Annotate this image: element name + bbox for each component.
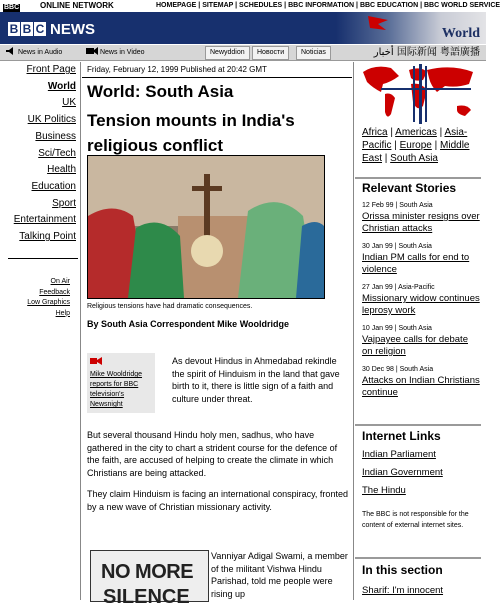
world-banner-graphic [336, 12, 486, 44]
section-title: World: South Asia [87, 82, 234, 101]
nav-health[interactable]: Health [47, 164, 76, 176]
story-date: 27 Jan 99 | Asia-Pacific [362, 284, 435, 291]
link-indian-government[interactable]: Indian Government [362, 467, 443, 478]
nav-help[interactable]: Help [55, 309, 70, 317]
nav-sport[interactable]: Sport [52, 197, 76, 209]
lang-russian[interactable]: Новости [252, 46, 289, 60]
utility-nav [0, 277, 70, 319]
praying-women-image [88, 156, 324, 298]
link-indian-parliament[interactable]: Indian Parliament [362, 449, 436, 460]
speaker-icon [6, 47, 16, 55]
top-link-sitemap[interactable]: SITEMAP [202, 2, 234, 9]
nav-uk[interactable]: UK [62, 97, 76, 109]
video-camera-icon [90, 356, 102, 365]
dateline-divider [82, 77, 352, 78]
top-link-homepage[interactable]: HOMEPAGE [156, 2, 197, 9]
article-photo [87, 155, 325, 299]
story-date: 12 Feb 99 | South Asia [362, 202, 433, 209]
story-item [362, 201, 480, 235]
top-link-bbc-information[interactable]: BBC INFORMATION [288, 2, 355, 9]
internet-links-heading: Internet Links [362, 429, 441, 443]
top-link-schedules[interactable]: SCHEDULES [239, 2, 283, 9]
region-africa[interactable]: Africa [362, 127, 388, 138]
online-network-label: ONLINE NETWORK [40, 1, 114, 10]
in-this-section-heading: In this section [362, 563, 443, 577]
network-bar [0, 0, 500, 11]
nav-feedback[interactable]: Feedback [39, 288, 70, 296]
story-link[interactable]: Indian PM calls for end to violence [362, 252, 470, 275]
section-rule [355, 177, 481, 179]
section-rule [355, 557, 481, 559]
nav-sci-tech[interactable]: Sci/Tech [38, 147, 76, 159]
nav-business[interactable]: Business [35, 130, 76, 142]
story-date: 30 Jan 99 | South Asia [362, 243, 432, 250]
region-americas[interactable]: Americas [395, 127, 437, 138]
lang-spanish[interactable]: Noticias [296, 46, 331, 60]
article-headline: Tension mounts in India's religious conflict [87, 111, 295, 155]
byline: By South Asia Correspondent Mike Wooldridge [87, 319, 290, 329]
story-date: 30 Dec 98 | South Asia [362, 366, 434, 373]
world-map-image[interactable] [361, 62, 481, 126]
article-paragraph: They claim Hinduism is facing an international conspiracy, fronted by a new wave of Christian missionary activity. [87, 489, 348, 512]
nav-world[interactable]: World [47, 80, 76, 92]
article-paragraph: But several thousand Hindu holy men, sadhus, who have gathered in the city to chart a strident course for the defence of the faith, are accused of helping to create the climate in which Christians are being attacked. [87, 430, 338, 478]
article-paragraph: As devout Hindus in Ahmedabad rekindle the spirit of Hinduism in the land that gave birth to it, there is little sign of a faith and culture under threat. [172, 356, 340, 404]
region-middle-east[interactable]: Middle East [362, 140, 470, 164]
story-link[interactable]: Orissa minister resigns over Christian attacks [362, 211, 480, 234]
bbc-small-logo[interactable] [3, 1, 21, 12]
lang-scripts[interactable]: أخبار 国际新闻 粤語廣播 [373, 47, 480, 58]
region-links: Africa | Americas | Asia-Pacific | Europe | Middle East | South Asia [362, 127, 470, 164]
section-story-link[interactable]: Sharif: I'm innocent [362, 585, 444, 596]
story-link[interactable]: Vajpayee calls for debate on religion [362, 334, 468, 357]
external-links-disclaimer: The BBC is not responsible for the content of external internet sites. [362, 511, 469, 529]
story-item [362, 242, 480, 276]
nav-front-page[interactable]: Front Page [26, 64, 76, 75]
story-link[interactable]: Attacks on Indian Christians continue [362, 375, 480, 398]
article-paragraph: Vanniyar Adigal Swami, a member of the militant Vishwa Hindu Parishad, told me people were rising up [211, 551, 348, 599]
section-rule [355, 424, 481, 426]
top-links: HOMEPAGE | SITEMAP | SCHEDULES | BBC INFORMATION | BBC EDUCATION | BBC WORLD SERVICE [156, 2, 500, 9]
section-nav [0, 62, 76, 246]
nav-entertainment[interactable]: Entertainment [13, 214, 76, 226]
story-link[interactable]: Missionary widow continues leprosy work [362, 293, 480, 316]
story-date: 10 Jan 99 | South Asia [362, 325, 432, 332]
region-asia-pacific[interactable]: Asia-Pacific [362, 127, 468, 151]
link-the-hindu[interactable]: The Hindu [362, 485, 406, 496]
top-link-bbc-education[interactable]: BBC EDUCATION [359, 2, 419, 9]
world-label: World [441, 26, 480, 41]
right-column-border [353, 62, 354, 600]
nav-low-graphics[interactable]: Low Graphics [27, 299, 70, 306]
photo-caption: Religious tensions have had dramatic consequences. [87, 303, 253, 310]
relevant-stories-heading: Relevant Stories [362, 181, 457, 195]
left-column-border [80, 62, 81, 600]
nav-uk-politics[interactable]: UK Politics [27, 114, 76, 126]
lang-welsh[interactable]: Newyddion [205, 46, 250, 60]
nav-talking-point[interactable]: Talking Point [19, 231, 76, 243]
bbc-logo-text: BBC [4, 4, 20, 11]
story-item [362, 324, 480, 358]
nav-on-air[interactable]: On Air [50, 278, 70, 285]
region-south-asia[interactable]: South Asia [390, 153, 438, 164]
bbc-news-logo[interactable]: B B C NEWS [9, 21, 95, 38]
story-item [362, 283, 480, 317]
region-europe[interactable]: Europe [399, 140, 432, 151]
news-in-video-link[interactable]: News in Video [86, 47, 145, 58]
top-link-world-service[interactable]: BBC WORLD SERVICE [424, 2, 500, 9]
sign-line-1: NO MORE [101, 561, 194, 583]
video-camera-icon [86, 47, 98, 55]
red-flag-icon [366, 14, 392, 34]
news-banner [0, 12, 486, 44]
sign-line-2: SILENCE [103, 586, 190, 608]
story-item [362, 365, 480, 399]
video-box [87, 353, 155, 413]
video-report-link[interactable]: Mike Wooldridge reports for BBC television's Newsnight [90, 371, 143, 408]
nav-divider [8, 258, 78, 259]
news-wordmark: NEWS [50, 21, 95, 38]
protest-sign-photo [90, 550, 209, 608]
nav-education[interactable]: Education [31, 180, 76, 192]
news-in-audio-link[interactable]: News in Audio [6, 47, 62, 58]
media-nav [0, 45, 486, 61]
dateline: Friday, February 12, 1999 Published at 20:42 GMT [87, 65, 267, 74]
